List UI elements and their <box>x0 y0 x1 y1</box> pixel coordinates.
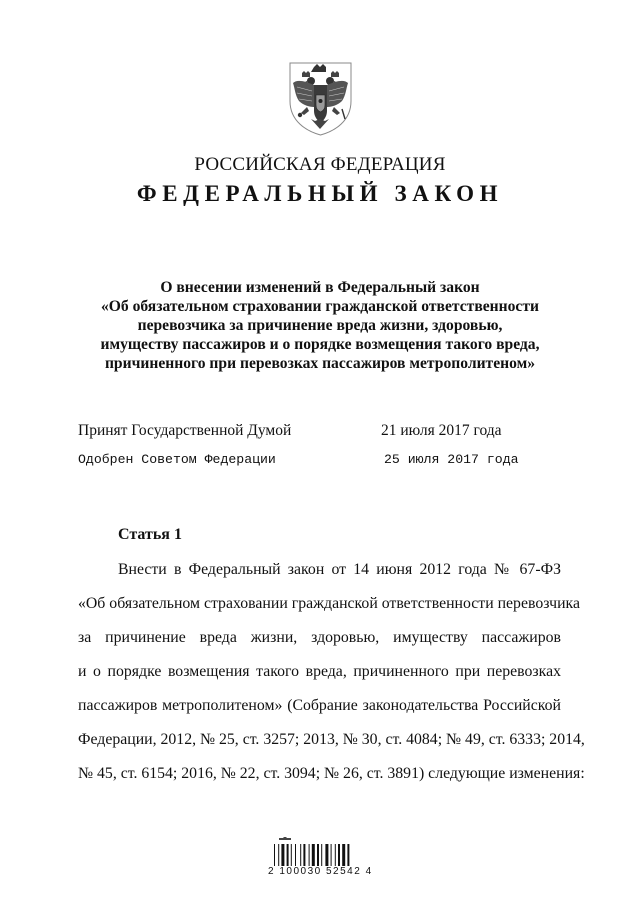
title-line: имуществу пассажиров и о порядке возмещения такого вреда, <box>100 336 540 353</box>
law-title <box>60 278 580 373</box>
barcode-number: 2 100030 52542 4 <box>268 866 373 877</box>
barcode-icon <box>268 832 388 866</box>
article-line: Федерации, 2012, № 25, ст. 3257; 2013, № 30, ст. 4084; № 49, ст. 6333; 2014, <box>78 731 585 748</box>
title-line: О внесении изменений в Федеральный закон <box>160 279 480 296</box>
coat-of-arms-emblem-icon <box>287 61 354 136</box>
title-line: причиненного при перевозках пассажиров метрополитеном» <box>104 355 536 372</box>
article-line: Внести в Федеральный закон от 14 июня 2012 года № 67-ФЗ <box>118 561 561 578</box>
article-line: № 45, ст. 6154; 2016, № 22, ст. 3094; № 26, ст. 3891) следующие изменения: <box>78 765 585 782</box>
title-line: перевозчика за причинение вреда жизни, здоровью, <box>137 317 503 334</box>
small-stamp-icon <box>279 834 291 840</box>
law-type-heading: ФЕДЕРАЛЬНЫЙ ЗАКОН <box>136 181 504 206</box>
article-line: и о порядке возмещения такого вреда, причиненного при перевозках <box>78 663 561 680</box>
title-line: «Об обязательном страховании гражданской ответственности <box>100 298 540 315</box>
article-heading: Статья 1 <box>118 526 182 543</box>
article-line: за причинение вреда жизни, здоровью, имуществу пассажиров <box>78 629 561 646</box>
duma-adoption-label: Принят Государственной Думой <box>78 422 292 439</box>
article-line: пассажиров метрополитеном» (Собрание законодательства Российской <box>78 697 561 714</box>
duma-adoption-date: 21 июля 2017 года <box>381 422 502 439</box>
article-line: «Об обязательном страховании гражданской ответственности перевозчика <box>78 595 580 612</box>
country-name: РОССИЙСКАЯ ФЕДЕРАЦИЯ <box>194 154 446 175</box>
council-approval-label: Одобрен Советом Федерации <box>78 452 276 467</box>
council-approval-date: 25 июля 2017 года <box>384 452 519 467</box>
